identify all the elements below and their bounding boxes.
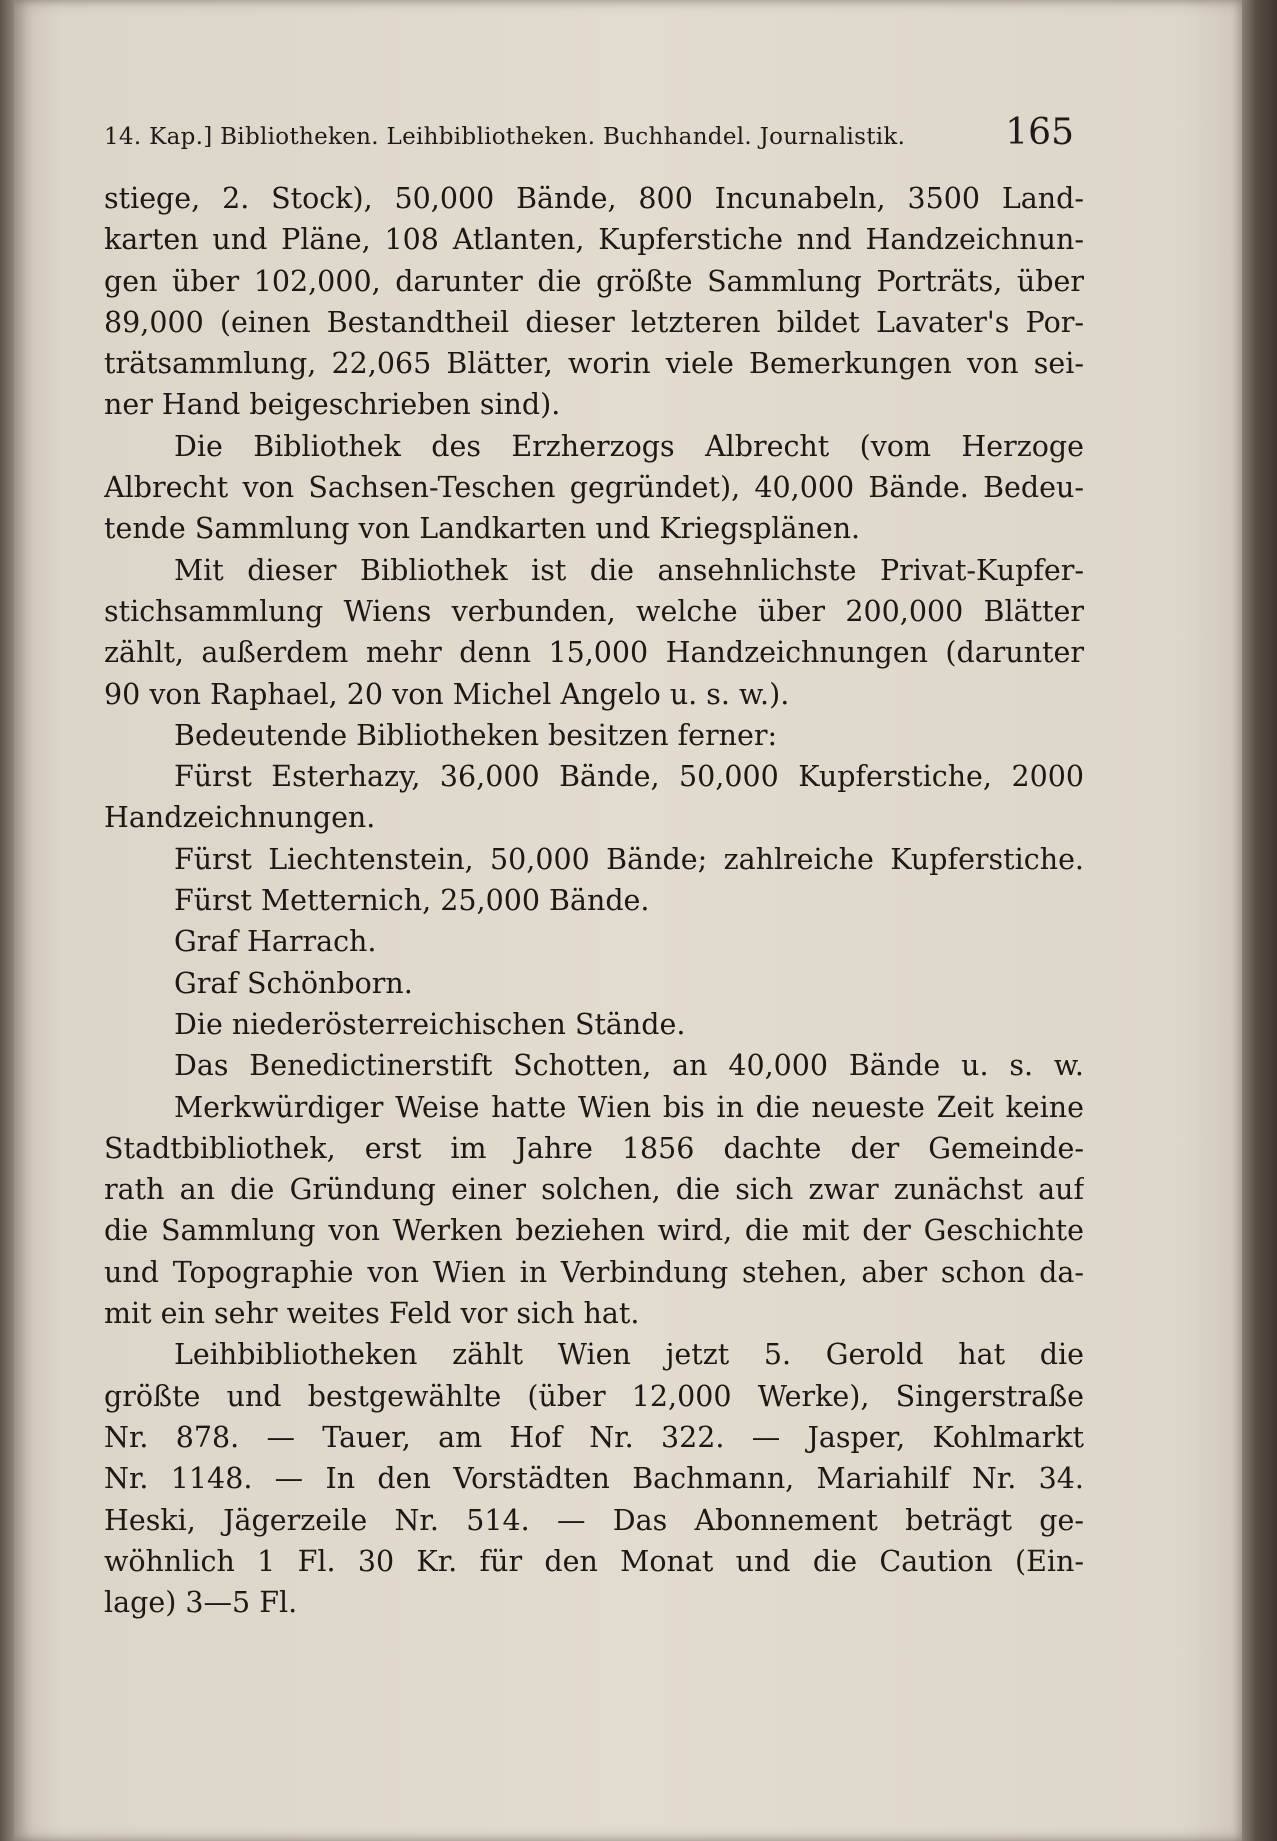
text-line: 90 von Raphael, 20 von Michel Angelo u. s. w.). (104, 677, 790, 711)
text-line: Graf Harrach. (174, 925, 377, 959)
text-line: wöhnlich 1 Fl. 30 Kr. für den Monat und die Caution (Ein- (104, 1544, 1084, 1578)
text-line: Die niederösterreichischen Stände. (174, 1007, 686, 1041)
text-line: tende Sammlung von Landkarten und Kriegsplänen. (104, 512, 861, 546)
text-line: Fürst Metternich, 25,000 Bände. (174, 884, 650, 918)
text-line: stichsammlung Wiens verbunden, welche über 200,000 Blätter (104, 594, 1084, 628)
text-line: mit ein sehr weites Feld vor sich hat. (104, 1297, 640, 1331)
text-line: Nr. 1148. — In den Vorstädten Bachmann, Mariahilf Nr. 34. (104, 1462, 1084, 1496)
text-line: Leihbibliotheken zählt Wien jetzt 5. Gerold hat die (174, 1338, 1084, 1372)
text-line: Handzeichnungen. (104, 801, 376, 835)
book-gutter (0, 0, 14, 1841)
page-edge (1242, 0, 1277, 1841)
text-line: zählt, außerdem mehr denn 15,000 Handzeichnungen (darunter (104, 636, 1084, 670)
text-line: Fürst Liechtenstein, 50,000 Bände; zahlreiche Kupferstiche. (174, 842, 1084, 876)
text-line: Fürst Esterhazy, 36,000 Bände, 50,000 Kupferstiche, 2000 (174, 760, 1084, 794)
text-line: Mit dieser Bibliothek ist die ansehnlichste Privat-Kupfer- (174, 553, 1084, 587)
text-line: und Topographie von Wien in Verbindung stehen, aber schon da- (104, 1255, 1084, 1289)
text-line: lage) 3—5 Fl. (104, 1586, 298, 1620)
text-line: Die Bibliothek des Erzherzogs Albrecht (vom Herzoge (174, 429, 1084, 463)
text-line: Albrecht von Sachsen-Teschen gegründet), 40,000 Bände. Bedeu- (104, 471, 1084, 505)
text-line: karten und Pläne, 108 Atlanten, Kupferstiche nnd Handzeichnun- (104, 223, 1084, 257)
text-line: trätsammlung, 22,065 Blätter, worin viele Bemerkungen von sei- (104, 347, 1084, 381)
text-line: Stadtbibliothek, erst im Jahre 1856 dachte der Gemeinde- (104, 1131, 1084, 1165)
text-line: Heski, Jägerzeile Nr. 514. — Das Abonnement beträgt ge- (104, 1503, 1084, 1537)
text-line: Graf Schönborn. (174, 966, 413, 1000)
text-line: Nr. 878. — Tauer, am Hof Nr. 322. — Jasper, Kohlmarkt (104, 1420, 1084, 1454)
text-line: stiege, 2. Stock), 50,000 Bände, 800 Incunabeln, 3500 Land- (104, 182, 1084, 215)
text-line: rath an die Gründung einer solchen, die sich zwar zunächst auf (104, 1173, 1084, 1207)
text-line: Das Benedictinerstift Schotten, an 40,000 Bände u. s. w. (174, 1049, 1084, 1083)
text-line: Bedeutende Bibliotheken besitzen ferner: (174, 718, 778, 752)
text-line: ner Hand beigeschrieben sind). (104, 388, 561, 422)
text-line: 89,000 (einen Bestandtheil dieser letzteren bildet Lavater's Por- (104, 305, 1084, 339)
page-number: 165 (1005, 112, 1074, 153)
text-line: gen über 102,000, darunter die größte Sammlung Porträts, über (104, 264, 1084, 298)
body-text (104, 178, 1084, 1623)
text-line: Merkwürdiger Weise hatte Wien bis in die neueste Zeit keine (174, 1090, 1084, 1124)
running-header (104, 112, 1074, 162)
running-title: 14. Kap.] Bibliotheken. Leihbibliotheken. Buchhandel. Journalistik. (104, 124, 906, 150)
text-line: die Sammlung von Werken beziehen wird, die mit der Geschichte (104, 1214, 1084, 1248)
text-line: größte und bestgewählte (über 12,000 Werke), Singerstraße (104, 1379, 1084, 1413)
